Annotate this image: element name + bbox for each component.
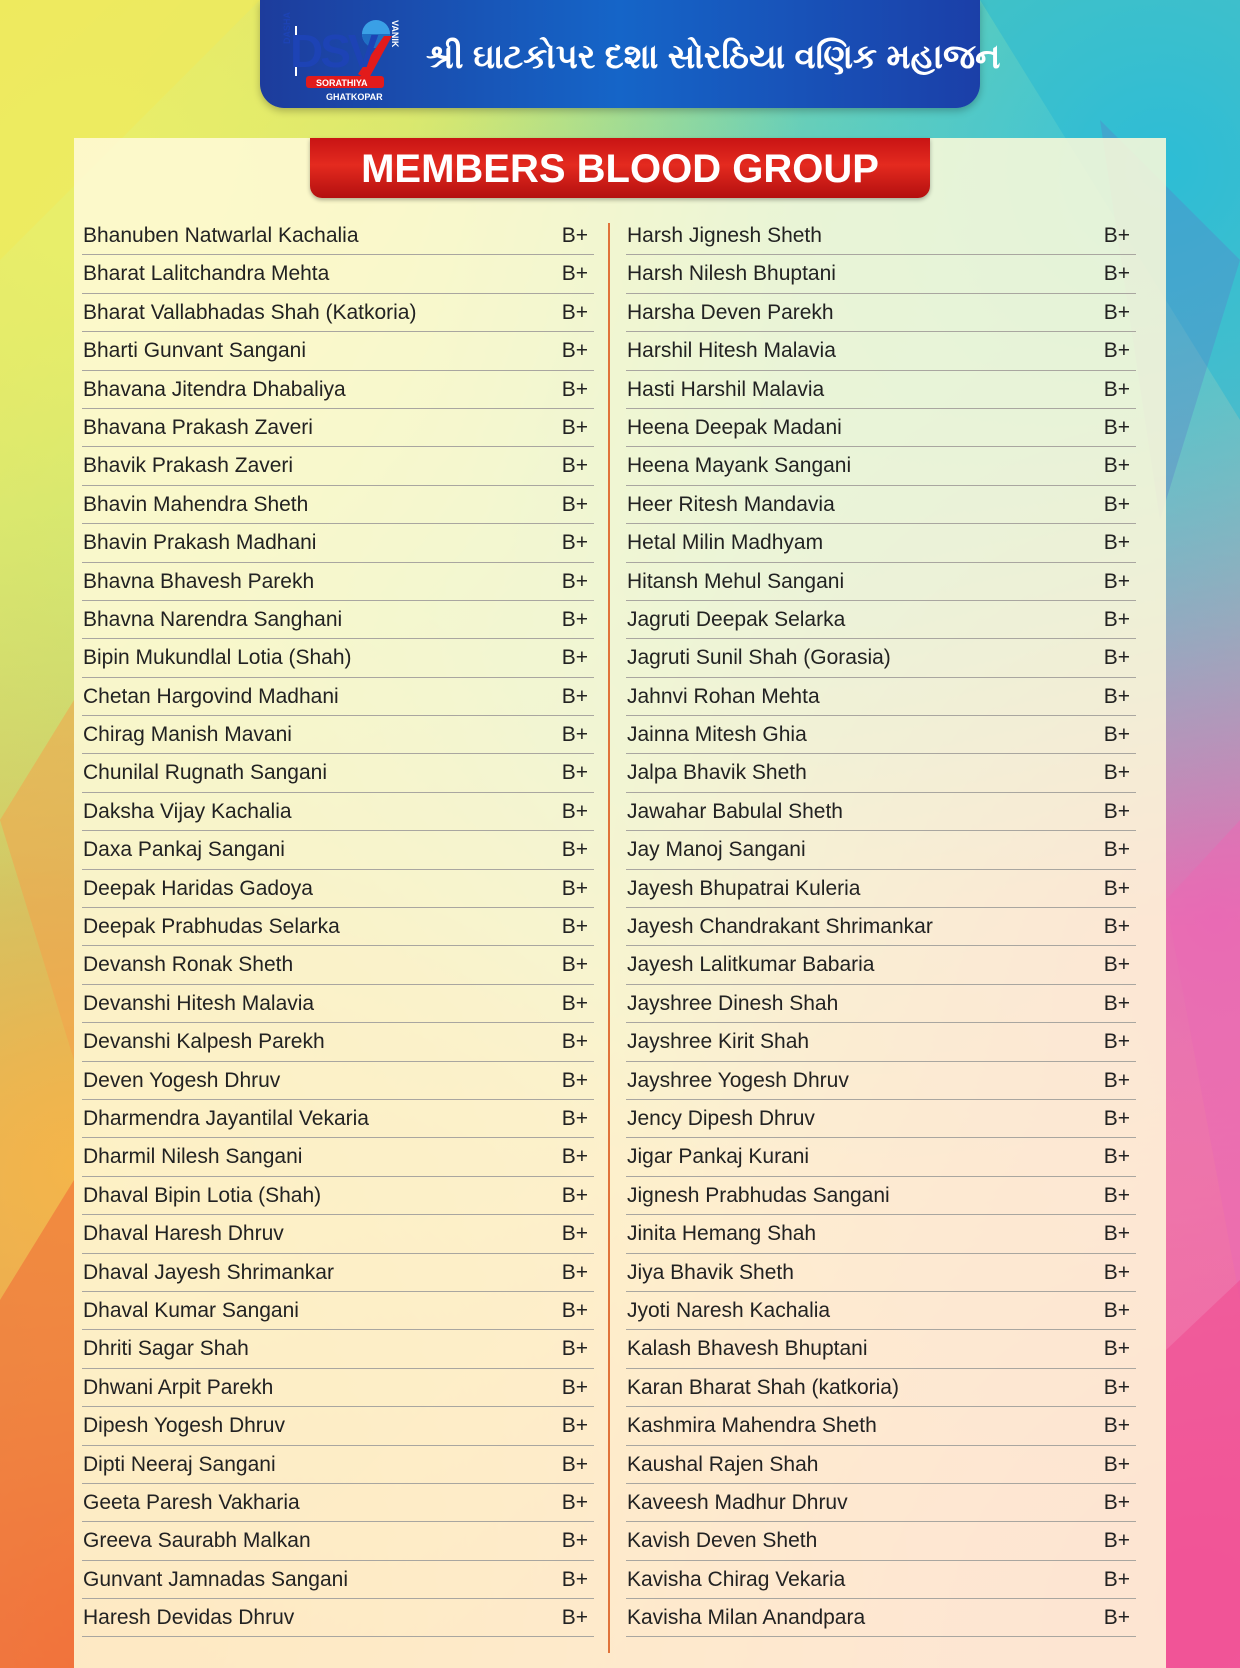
member-row (626, 1522, 1136, 1560)
blood-group: B+ (561, 1452, 588, 1476)
member-row (626, 1330, 1136, 1368)
member-row (82, 1292, 594, 1330)
member-row (626, 1484, 1136, 1522)
member-name: Jayesh Chandrakant Shrimankar (627, 915, 933, 939)
member-name: Dharmendra Jayantilal Vekaria (83, 1106, 369, 1130)
blood-group: B+ (1103, 799, 1130, 823)
blood-group: B+ (1103, 1183, 1130, 1207)
member-row (82, 1484, 594, 1522)
member-name: Jency Dipesh Dhruv (627, 1106, 815, 1130)
blood-group: B+ (1103, 377, 1130, 401)
member-row (82, 524, 594, 562)
blood-group: B+ (561, 1298, 588, 1322)
member-name: Gunvant Jamnadas Sangani (83, 1567, 349, 1591)
member-row (626, 1138, 1136, 1176)
blood-group: B+ (561, 1030, 588, 1054)
logo-word-vanik: VANIK (390, 20, 400, 48)
blood-group: B+ (1103, 723, 1130, 747)
blood-group: B+ (1103, 1490, 1130, 1514)
blood-group: B+ (1103, 1298, 1130, 1322)
blood-group: B+ (561, 415, 588, 439)
blood-group: B+ (1103, 1606, 1130, 1630)
member-row (626, 908, 1136, 946)
member-name: Dhriti Sagar Shah (83, 1337, 249, 1361)
blood-group: B+ (1103, 607, 1130, 631)
blood-group: B+ (561, 339, 588, 363)
blood-group: B+ (1103, 492, 1130, 516)
member-row (626, 371, 1136, 409)
blood-group: B+ (1103, 684, 1130, 708)
member-row (82, 294, 594, 332)
blood-group: B+ (561, 1183, 588, 1207)
member-row (82, 371, 594, 409)
blood-group: B+ (561, 723, 588, 747)
member-name: Bhavna Narendra Sanghani (83, 607, 343, 631)
member-name: Devansh Ronak Sheth (83, 953, 294, 977)
member-row (626, 1599, 1136, 1637)
member-row (626, 563, 1136, 601)
blood-group: B+ (561, 262, 588, 286)
member-name: Harsh Nilesh Bhuptani (627, 262, 836, 286)
member-name: Haresh Devidas Dhruv (83, 1606, 295, 1630)
blood-group: B+ (1103, 1567, 1130, 1591)
member-row (82, 1407, 594, 1445)
logo-letters: DSV (290, 25, 376, 77)
blood-group: B+ (561, 1068, 588, 1092)
member-row (82, 1138, 594, 1176)
member-name: Heer Ritesh Mandavia (627, 492, 835, 516)
member-name: Bipin Mukundlal Lotia (Shah) (83, 646, 352, 670)
member-row (82, 409, 594, 447)
member-row (82, 1177, 594, 1215)
member-name: Kaushal Rajen Shah (627, 1452, 819, 1476)
member-row (82, 1062, 594, 1100)
blood-group: B+ (561, 1375, 588, 1399)
member-row (626, 1292, 1136, 1330)
member-row (626, 255, 1136, 293)
member-row (626, 1177, 1136, 1215)
blood-group: B+ (1103, 876, 1130, 900)
member-name: Bharti Gunvant Sangani (83, 339, 306, 363)
member-name: Bhavana Jitendra Dhabaliya (83, 377, 346, 401)
member-row (626, 639, 1136, 677)
member-name: Dipti Neeraj Sangani (83, 1452, 276, 1476)
blood-group: B+ (1103, 1030, 1130, 1054)
blood-group: B+ (1103, 415, 1130, 439)
blood-group: B+ (1103, 1414, 1130, 1438)
blood-group: B+ (561, 569, 588, 593)
member-row (82, 332, 594, 370)
member-row (626, 1407, 1136, 1445)
blood-group: B+ (1103, 953, 1130, 977)
member-row (82, 870, 594, 908)
member-row (82, 639, 594, 677)
member-row (626, 1023, 1136, 1061)
member-name: Dharmil Nilesh Sangani (83, 1145, 303, 1169)
member-row (82, 946, 594, 984)
member-name: Karan Bharat Shah (katkoria) (627, 1375, 899, 1399)
member-row (626, 870, 1136, 908)
member-name: Hitansh Mehul Sangani (627, 569, 845, 593)
blood-group: B+ (1103, 915, 1130, 939)
blood-group: B+ (561, 646, 588, 670)
member-name: Bhavana Prakash Zaveri (83, 415, 313, 439)
blood-group: B+ (561, 377, 588, 401)
blood-group: B+ (1103, 1452, 1130, 1476)
member-name: Kaveesh Madhur Dhruv (627, 1490, 848, 1514)
member-row (82, 908, 594, 946)
member-name: Dhwani Arpit Parekh (83, 1375, 274, 1399)
member-row (82, 447, 594, 485)
blood-group: B+ (561, 1490, 588, 1514)
member-row (626, 1062, 1136, 1100)
blood-group: B+ (1103, 991, 1130, 1015)
member-row (82, 985, 594, 1023)
blood-group: B+ (561, 1529, 588, 1553)
member-row (626, 793, 1136, 831)
blood-group: B+ (1103, 531, 1130, 555)
member-name: Jiya Bhavik Sheth (627, 1260, 794, 1284)
blood-group: B+ (1103, 1375, 1130, 1399)
member-row (82, 1561, 594, 1599)
member-name: Dhaval Haresh Dhruv (83, 1222, 284, 1246)
blood-group: B+ (1103, 1222, 1130, 1246)
member-name: Jagruti Sunil Shah (Gorasia) (627, 646, 891, 670)
member-name: Daxa Pankaj Sangani (83, 838, 285, 862)
member-row (82, 217, 594, 255)
member-name: Harsha Deven Parekh (627, 300, 834, 324)
member-name: Bharat Vallabhadas Shah (Katkoria) (83, 300, 417, 324)
member-name: Jalpa Bhavik Sheth (627, 761, 807, 785)
member-row (82, 1599, 594, 1637)
blood-group: B+ (1103, 224, 1130, 247)
member-name: Deepak Haridas Gadoya (83, 876, 313, 900)
member-name: Dhaval Jayesh Shrimankar (83, 1260, 334, 1284)
member-row (626, 985, 1136, 1023)
member-row (82, 1254, 594, 1292)
member-name: Dhaval Bipin Lotia (Shah) (83, 1183, 322, 1207)
member-row (626, 1369, 1136, 1407)
logo-word-ghatkopar: GHATKOPAR (326, 92, 383, 102)
member-row (626, 1254, 1136, 1292)
member-name: Heena Mayank Sangani (627, 454, 852, 478)
member-row (626, 716, 1136, 754)
member-name: Jahnvi Rohan Mehta (627, 684, 820, 708)
member-row (626, 1561, 1136, 1599)
member-name: Chetan Hargovind Madhani (83, 684, 339, 708)
blood-group: B+ (561, 1567, 588, 1591)
member-row (626, 754, 1136, 792)
blood-group: B+ (561, 684, 588, 708)
blood-group: B+ (561, 876, 588, 900)
member-row (82, 716, 594, 754)
blood-group: B+ (561, 1145, 588, 1169)
member-row (626, 678, 1136, 716)
member-name: Jignesh Prabhudas Sangani (627, 1183, 890, 1207)
blood-group: B+ (1103, 761, 1130, 785)
blood-group: B+ (1103, 1145, 1130, 1169)
member-row (626, 294, 1136, 332)
blood-group: B+ (561, 799, 588, 823)
member-row (82, 831, 594, 869)
member-row (82, 754, 594, 792)
member-row (82, 486, 594, 524)
member-name: Jigar Pankaj Kurani (627, 1145, 810, 1169)
member-name: Jayshree Kirit Shah (627, 1030, 810, 1054)
member-name: Deepak Prabhudas Selarka (83, 915, 340, 939)
member-name: Devanshi Hitesh Malavia (83, 991, 315, 1015)
blood-group: B+ (1103, 1260, 1130, 1284)
member-row (82, 678, 594, 716)
member-row (626, 601, 1136, 639)
member-name: Heena Deepak Madani (627, 415, 842, 439)
blood-group: B+ (1103, 569, 1130, 593)
member-row (82, 1023, 594, 1061)
blood-group: B+ (561, 838, 588, 862)
member-row (82, 1446, 594, 1484)
blood-group: B+ (561, 492, 588, 516)
member-name: Jawahar Babulal Sheth (627, 799, 843, 823)
logo-word-dasha: DASHA (282, 11, 292, 44)
blood-group: B+ (1103, 1337, 1130, 1361)
page-title: MEMBERS BLOOD GROUP (310, 138, 930, 198)
blood-group: B+ (561, 454, 588, 478)
blood-group: B+ (561, 953, 588, 977)
member-row (626, 332, 1136, 370)
member-name: Bhavik Prakash Zaveri (83, 454, 294, 478)
blood-group: B+ (561, 300, 588, 324)
member-row (626, 1215, 1136, 1253)
member-name: Jagruti Deepak Selarka (627, 607, 846, 631)
blood-group: B+ (561, 915, 588, 939)
member-name: Bhanuben Natwarlal Kachalia (83, 224, 359, 247)
blood-group: B+ (561, 1260, 588, 1284)
member-name: Jayesh Lalitkumar Babaria (627, 953, 875, 977)
member-name: Hetal Milin Madhyam (627, 531, 824, 555)
members-list-right (626, 217, 1136, 1637)
blood-group: B+ (561, 1222, 588, 1246)
member-name: Jyoti Naresh Kachalia (627, 1298, 831, 1322)
member-name: Geeta Paresh Vakharia (83, 1490, 300, 1514)
member-name: Bharat Lalitchandra Mehta (83, 262, 330, 286)
member-row (82, 1369, 594, 1407)
member-name: Harsh Jignesh Sheth (627, 224, 822, 247)
member-name: Chunilal Rugnath Sangani (83, 761, 328, 785)
member-name: Jainna Mitesh Ghia (627, 723, 807, 747)
member-name: Dipesh Yogesh Dhruv (83, 1414, 285, 1438)
blood-group: B+ (561, 1414, 588, 1438)
blood-group: B+ (1103, 454, 1130, 478)
blood-group: B+ (561, 607, 588, 631)
member-name: Daksha Vijay Kachalia (83, 799, 292, 823)
member-name: Kavish Deven Sheth (627, 1529, 818, 1553)
member-row (82, 793, 594, 831)
blood-group: B+ (561, 1606, 588, 1630)
member-row (626, 831, 1136, 869)
blood-group: B+ (1103, 339, 1130, 363)
blood-group: B+ (1103, 1529, 1130, 1553)
member-row (626, 447, 1136, 485)
member-name: Chirag Manish Mavani (83, 723, 292, 747)
member-row (626, 1100, 1136, 1138)
member-name: Kashmira Mahendra Sheth (627, 1414, 877, 1438)
header-bar (260, 0, 1001, 108)
member-name: Hasti Harshil Malavia (627, 377, 825, 401)
member-row (626, 217, 1136, 255)
organization-title: શ્રી ઘાટકોપર દશા સોરઠિયા વણિક મહાજન (426, 38, 1001, 76)
member-name: Kavisha Milan Anandpara (627, 1606, 866, 1630)
member-name: Jayshree Dinesh Shah (627, 991, 839, 1015)
member-name: Jay Manoj Sangani (627, 838, 806, 862)
member-name: Bhavin Mahendra Sheth (83, 492, 309, 516)
blood-group: B+ (1103, 646, 1130, 670)
member-name: Kavisha Chirag Vekaria (627, 1567, 846, 1591)
member-name: Harshil Hitesh Malavia (627, 339, 836, 363)
member-name: Jayesh Bhupatrai Kuleria (627, 876, 861, 900)
blood-group: B+ (561, 224, 588, 247)
blood-group: B+ (1103, 262, 1130, 286)
blood-group: B+ (1103, 1068, 1130, 1092)
member-name: Deven Yogesh Dhruv (83, 1068, 281, 1092)
member-name: Kalash Bhavesh Bhuptani (627, 1337, 868, 1361)
member-name: Devanshi Kalpesh Parekh (83, 1030, 325, 1054)
member-row (626, 1446, 1136, 1484)
blood-group: B+ (1103, 300, 1130, 324)
member-row (82, 1215, 594, 1253)
member-name: Bhavin Prakash Madhani (83, 531, 317, 555)
member-name: Bhavna Bhavesh Parekh (83, 569, 315, 593)
member-row (82, 255, 594, 293)
member-name: Dhaval Kumar Sangani (83, 1298, 299, 1322)
member-row (626, 946, 1136, 984)
member-name: Jinita Hemang Shah (627, 1222, 817, 1246)
member-row (82, 1100, 594, 1138)
blood-group: B+ (561, 531, 588, 555)
blood-group: B+ (561, 1106, 588, 1130)
blood-group: B+ (561, 1337, 588, 1361)
member-row (82, 1330, 594, 1368)
member-row (82, 1522, 594, 1560)
member-name: Greeva Saurabh Malkan (83, 1529, 311, 1553)
logo-word-sorathiya: SORATHIYA (316, 78, 368, 88)
member-row (82, 601, 594, 639)
member-row (626, 409, 1136, 447)
member-name: Jayshree Yogesh Dhruv (627, 1068, 849, 1092)
member-row (626, 486, 1136, 524)
blood-group: B+ (561, 761, 588, 785)
blood-group: B+ (1103, 1106, 1130, 1130)
member-row (626, 524, 1136, 562)
member-row (82, 563, 594, 601)
members-list-left (82, 217, 594, 1637)
column-divider (608, 223, 610, 1653)
blood-group: B+ (1103, 838, 1130, 862)
blood-group: B+ (561, 991, 588, 1015)
